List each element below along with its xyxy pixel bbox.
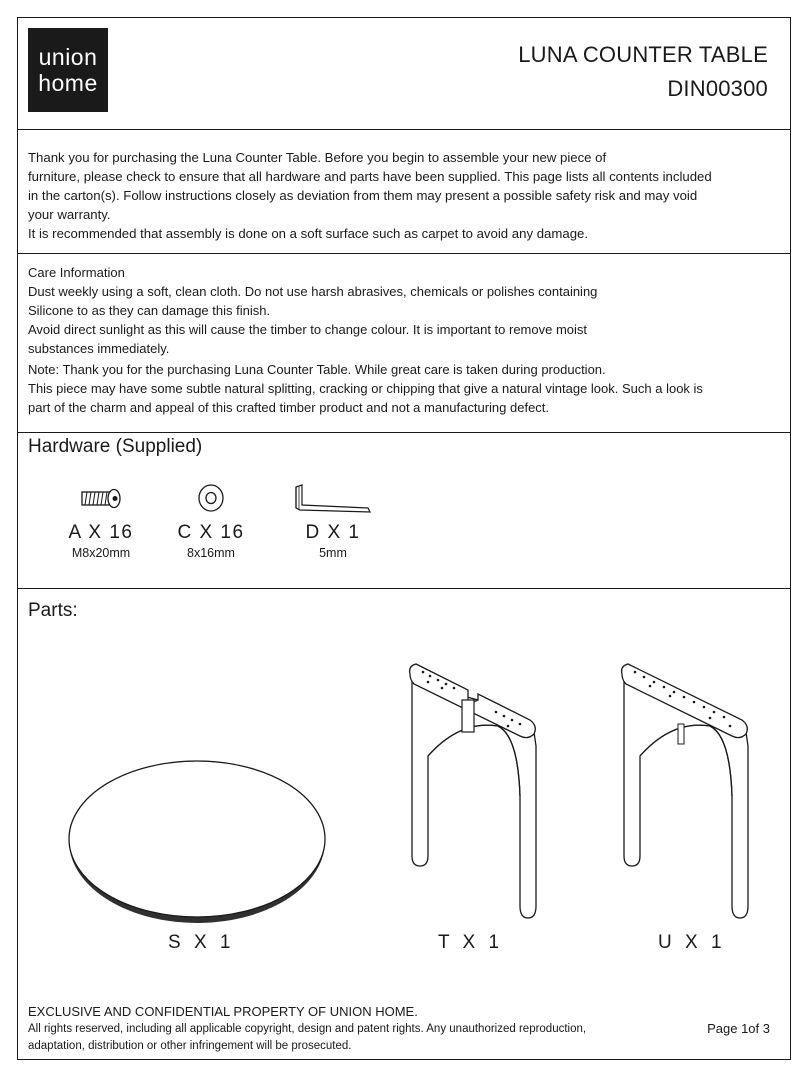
part-label-s: S X 1 (168, 932, 235, 953)
intro-paragraph (28, 148, 778, 243)
footer-rights (28, 1021, 668, 1055)
divider (18, 129, 790, 130)
document-frame (17, 17, 791, 1060)
divider (18, 253, 790, 254)
divider (18, 432, 790, 433)
note-line: part of the charm and appeal of this crafted timber product and not a manufacturing defect. (28, 400, 550, 415)
care-line: Silicone to as they can damage this finish. (28, 303, 271, 318)
hardware-heading: Hardware (Supplied) (28, 436, 203, 457)
hardware-size: 5mm (319, 546, 347, 560)
hardware-qty: D X 1 (305, 522, 361, 543)
divider (18, 588, 790, 589)
care-line: Dust weekly using a soft, clean cloth. Do not use harsh abrasives, chemicals or polishes containing (28, 284, 598, 299)
note-line: Note: Thank you for the purchasing Luna Counter Table. While great care is taken during production. (28, 362, 606, 377)
note-paragraph (28, 360, 778, 417)
page-number: Page 1of 3 (707, 1021, 770, 1036)
care-line: substances immediately. (28, 341, 170, 356)
footer-rights-line: All rights reserved, including all applicable copyright, design and patent rights. Any unauthorized reproduction, (28, 1023, 587, 1035)
washer-icon (184, 483, 238, 513)
union-home-logo (28, 28, 108, 112)
allen-key-icon (288, 483, 378, 519)
footer-rights-line: adaptation, distribution or other infringement will be prosecuted. (28, 1040, 352, 1052)
parts-heading: Parts: (28, 600, 78, 621)
bolt-icon (74, 483, 128, 513)
product-name: LUNA COUNTER TABLE (518, 42, 768, 67)
part-label-u: U X 1 (658, 932, 726, 953)
hardware-qty: C X 16 (177, 522, 245, 543)
intro-line: Thank you for purchasing the Luna Counter Table. Before you begin to assemble your new piece of (28, 150, 607, 165)
product-code: DIN00300 (667, 76, 768, 101)
hardware-item-d (283, 483, 383, 560)
intro-line: in the carton(s). Follow instructions closely as deviation from them may present a possible safety risk and may void (28, 188, 698, 203)
document-title (518, 38, 768, 106)
footer-confidential: EXCLUSIVE AND CONFIDENTIAL PROPERTY OF UNION HOME. (28, 1004, 418, 1019)
care-line: Avoid direct sunlight as this will cause the timber to change colour. It is important to remove moist (28, 322, 588, 337)
logo-line2: home (38, 70, 98, 96)
note-line: This piece may have some subtle natural splitting, cracking or chipping that give a natural vintage look. Such a look is (28, 381, 703, 396)
leg-frame-icon (610, 656, 770, 926)
hardware-item-c (168, 483, 254, 560)
care-line: Care Information (28, 265, 125, 280)
intro-line: furniture, please check to ensure that all hardware and parts have been supplied. This page lists all contents included (28, 169, 712, 184)
hardware-size: 8x16mm (187, 546, 235, 560)
logo-line1: union (38, 44, 98, 70)
intro-line: your warranty. (28, 207, 111, 222)
intro-line: It is recommended that assembly is done on a soft surface such as carpet to avoid any damage. (28, 226, 589, 241)
hardware-item-a (58, 483, 144, 560)
care-information (28, 263, 778, 358)
round-tabletop-icon (62, 753, 332, 923)
leg-frame-icon (398, 656, 558, 926)
hardware-size: M8x20mm (71, 546, 131, 560)
hardware-qty: A X 16 (68, 522, 134, 543)
part-label-t: T X 1 (438, 932, 504, 953)
